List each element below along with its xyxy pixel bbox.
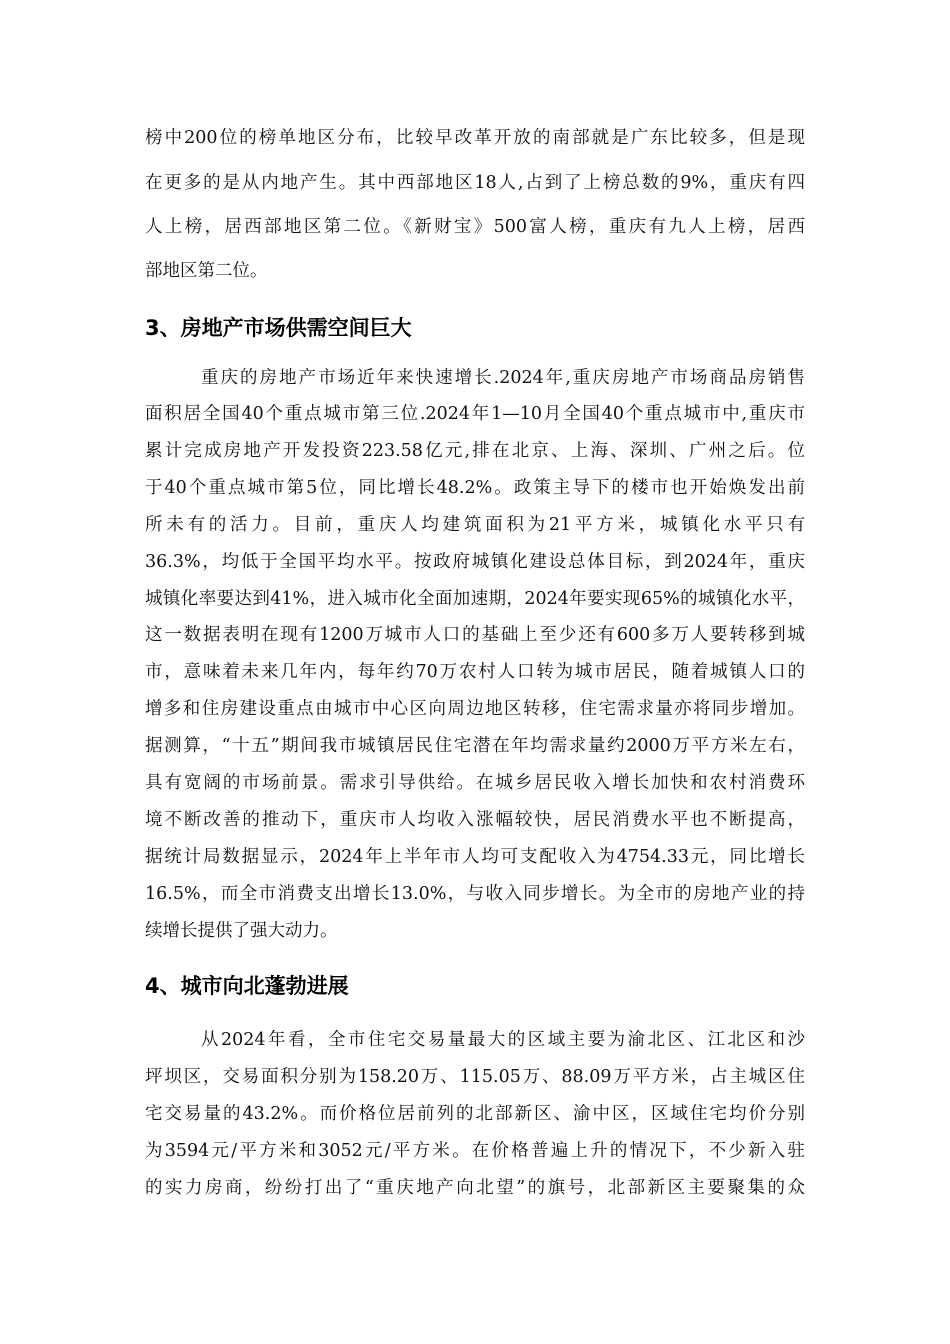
para3-line-2: 坪坝区，交易面积分别为158.20万、115.05万、88.09万平方米，占主城区住 xyxy=(145,1067,805,1087)
para2-line-1: 重庆的房地产市场近年来快速增长.2024年,重庆房地产市场商品房销售 xyxy=(201,368,805,388)
para2-line-12: 具有宽阔的市场前景。需求引导供给。在城乡居民收入增长加快和农村消费环 xyxy=(145,773,805,793)
section-heading-3: 3、房地产市场供需空间巨大 xyxy=(145,316,412,340)
para2-line-13: 境不断改善的推动下，重庆市人均收入涨幅较快，居民消费水平也不断提高， xyxy=(145,810,805,830)
para2-line-10: 增多和住房建设重点由城市中心区向周边地区转移，住宅需求量亦将同步增加。 xyxy=(145,699,805,719)
para2-line-4: 于40个重点城市第5位，同比增长48.2%。政策主导下的楼市也开始焕发出前 xyxy=(145,478,805,498)
para3-line-5: 的实力房商，纷纷打出了“重庆地产向北望”的旗号，北部新区主要聚集的众 xyxy=(145,1178,805,1198)
para1-line-2: 在更多的是从内地产生。其中西部地区18人,占到了上榜总数的9%，重庆有四 xyxy=(145,173,805,193)
para2-line-11: 据测算，“十五”期间我市城镇居民住宅潜在年均需求量约2000万平方米左右， xyxy=(145,736,805,756)
para2-line-14: 据统计局数据显示，2024年上半年市人均可支配收入为4754.33元，同比增长 xyxy=(145,847,805,867)
para3-line-1: 从2024年看，全市住宅交易量最大的区域主要为渝北区、江北区和沙 xyxy=(201,1030,805,1050)
para2-line-9: 市，意味着未来几年内，每年约70万农村人口转为城市居民，随着城镇人口的 xyxy=(145,662,805,682)
para1-line-4: 部地区第二位。 xyxy=(145,261,268,281)
para2-line-8: 这一数据表明在现有1200万城市人口的基础上至少还有600多万人要转移到城 xyxy=(145,625,805,645)
section-heading-4: 4、城市向北蓬勃进展 xyxy=(145,974,349,998)
para2-line-6: 36.3%，均低于全国平均水平。按政府城镇化建设总体目标，到2024年，重庆 xyxy=(145,552,805,572)
para1-line-1: 榜中200位的榜单地区分布，比较早改革开放的南部就是广东比较多，但是现 xyxy=(145,128,805,148)
para2-line-16: 续增长提供了强大动力。 xyxy=(145,921,338,941)
para2-line-3: 累计完成房地产开发投资223.58亿元,排在北京、上海、深圳、广州之后。位 xyxy=(145,441,805,461)
para2-line-15: 16.5%，而全市消费支出增长13.0%，与收入同步增长。为全市的房地产业的持 xyxy=(145,884,805,904)
para1-line-3: 人上榜，居西部地区第二位。《新财宝》500富人榜，重庆有九人上榜，居西 xyxy=(145,217,805,237)
para2-line-2: 面积居全国40个重点城市第三位.2024年1—10月全国40个重点城市中,重庆市 xyxy=(145,404,805,424)
para2-line-5: 所未有的活力。目前，重庆人均建筑面积为21平方米，城镇化水平只有 xyxy=(145,515,805,535)
para3-line-4: 为3594元/平方米和3052元/平方米。在价格普遍上升的情况下，不少新入驻 xyxy=(145,1141,805,1161)
para3-line-3: 宅交易量的43.2%。而价格位居前列的北部新区、渝中区，区域住宅均价分别 xyxy=(145,1104,805,1124)
para2-line-7: 城镇化率要达到41%，进入城市化全面加速期，2024年要实现65%的城镇化水平， xyxy=(145,589,805,609)
